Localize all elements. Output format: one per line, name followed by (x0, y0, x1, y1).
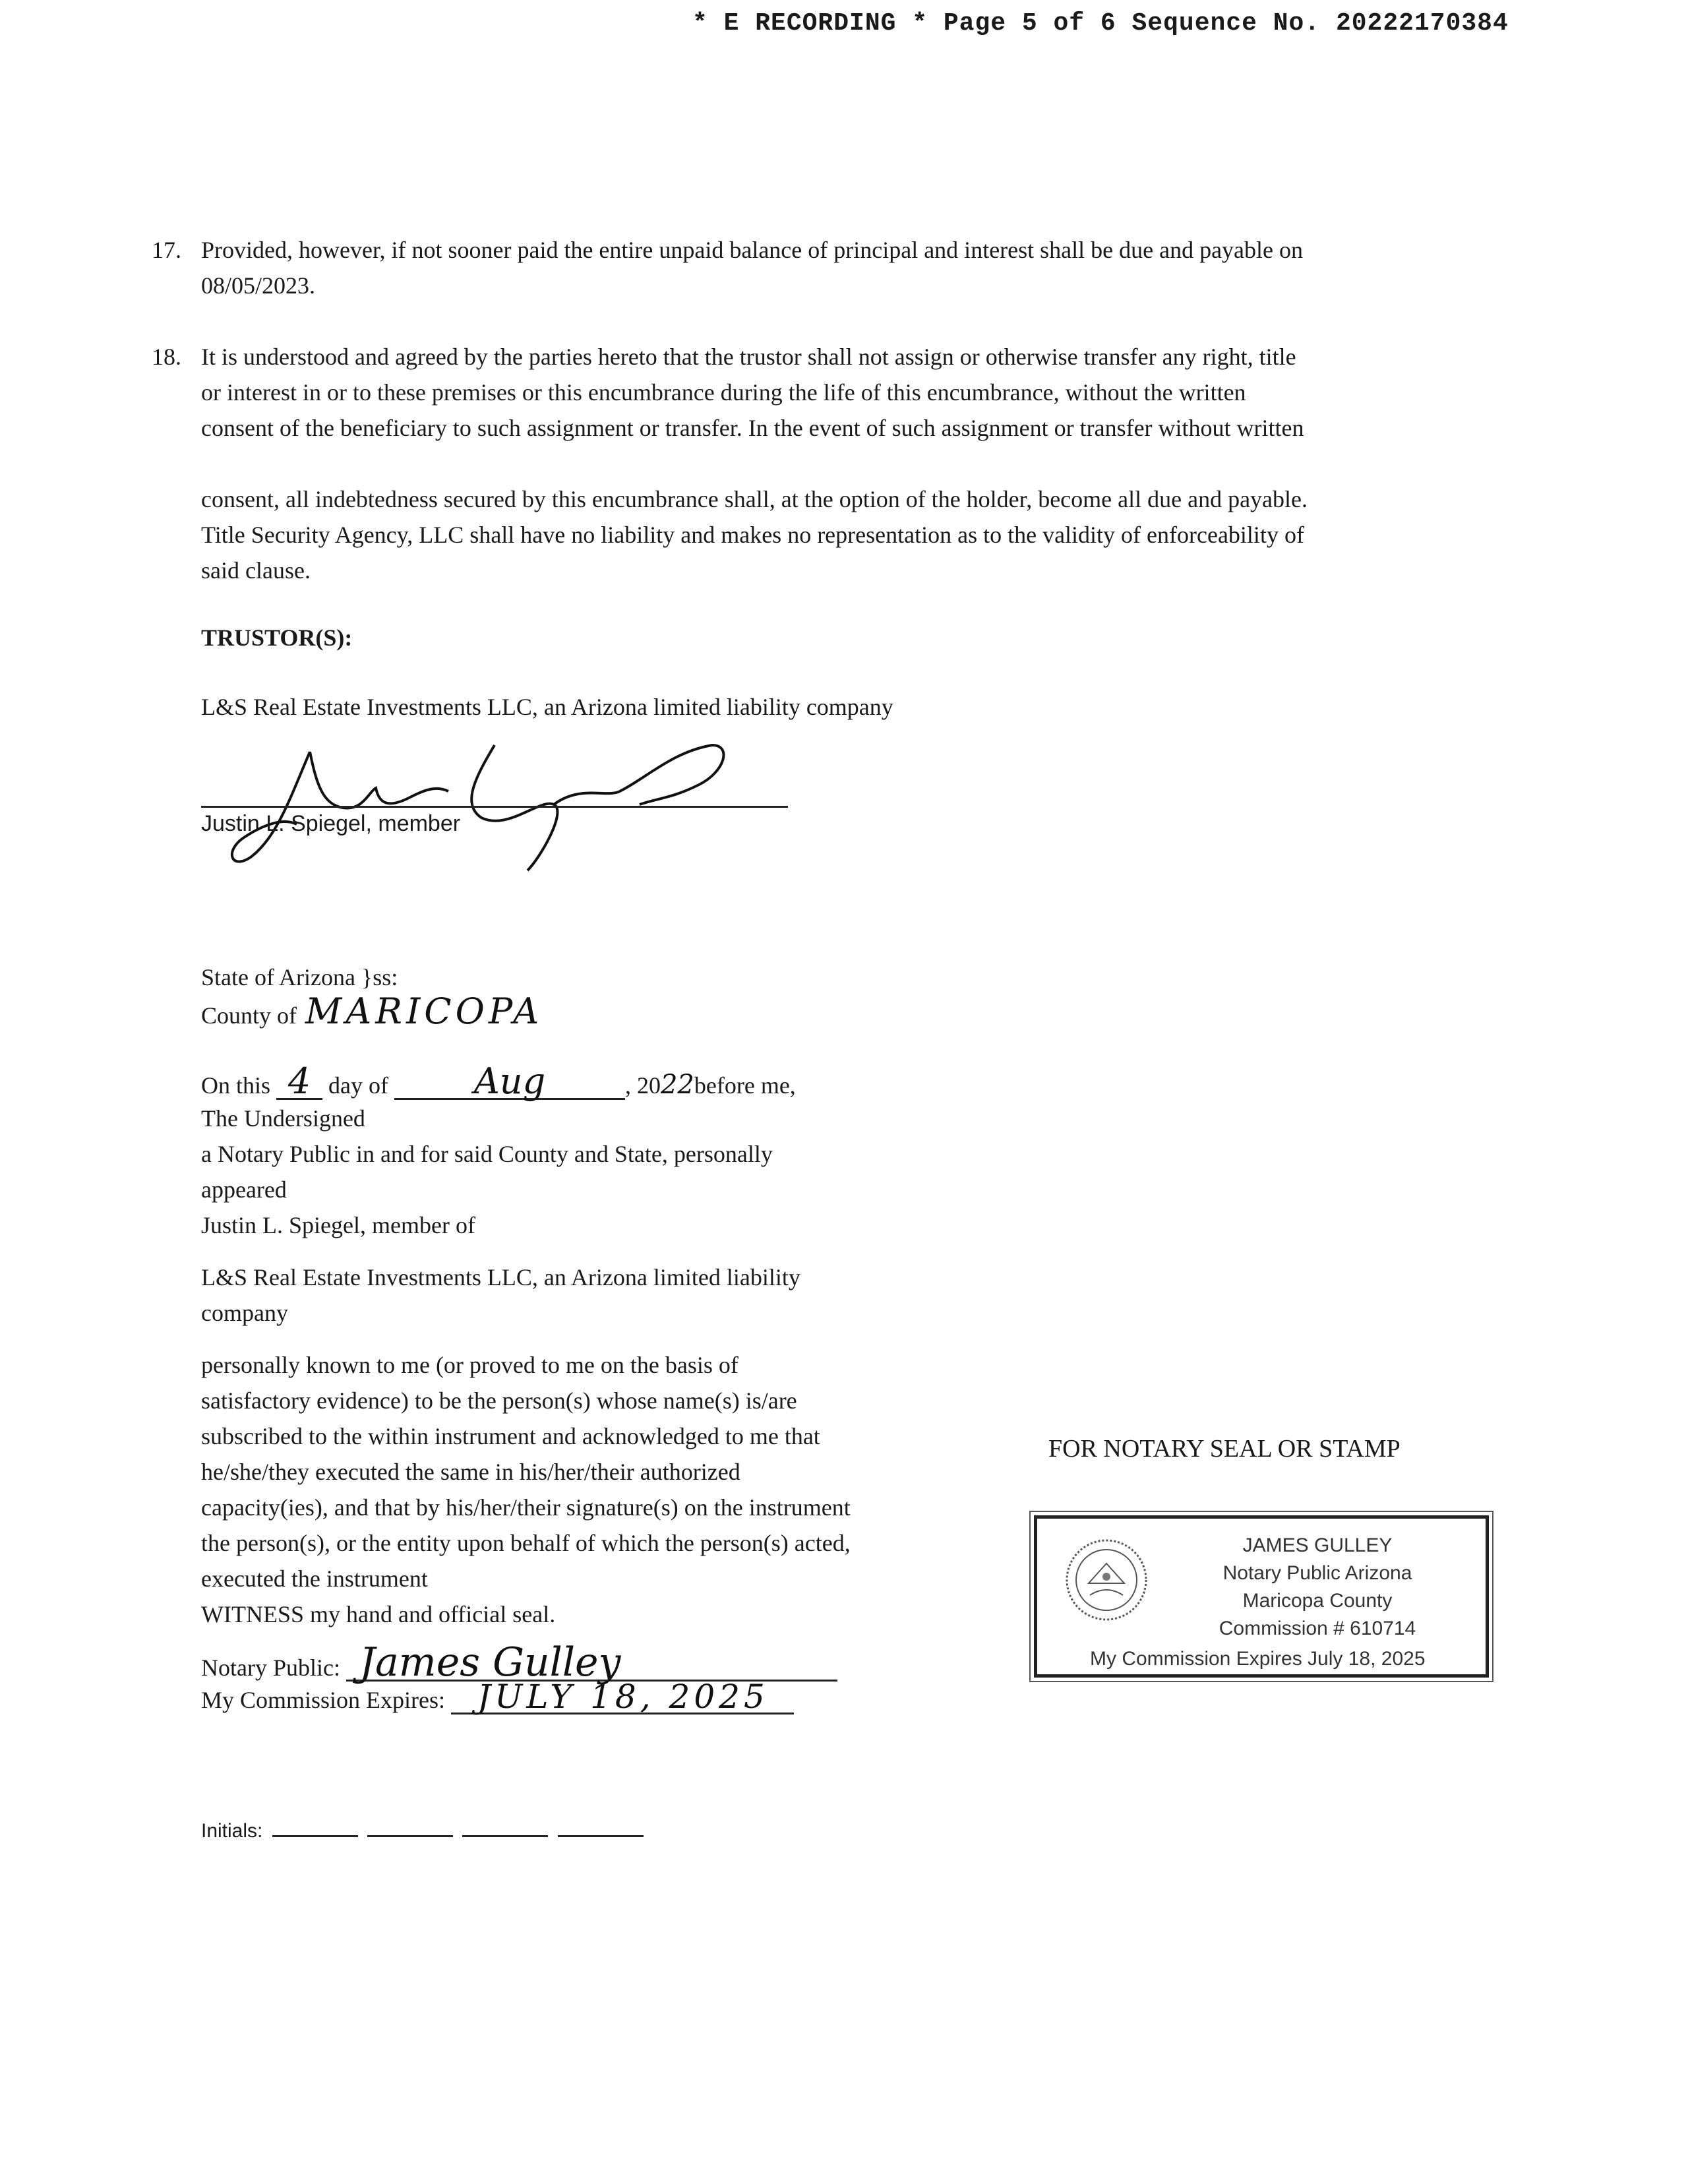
clause-line: consent, all indebtedness secured by this encumbrance shall, at the option of the holder, become all due and payable. (201, 486, 1308, 512)
clause-line: said clause. (201, 557, 311, 584)
acknowledgment-line: personally known to me (or proved to me on the basis of (201, 1352, 738, 1378)
notary-entity: company (201, 1300, 288, 1326)
clause-line: Provided, however, if not sooner paid the entire unpaid balance of principal and interest shall be due and payable on (201, 237, 1304, 263)
clause-line: It is understood and agreed by the parties hereto that the trustor shall not assign or otherwise transfer any right, title (201, 344, 1296, 370)
acknowledgment-line: satisfactory evidence) to be the person(s) whose name(s) is/are (201, 1387, 797, 1414)
clause-line: consent of the beneficiary to such assignment or transfer. In the event of such assignment or transfer without written (201, 415, 1304, 441)
trustor-heading: TRUSTOR(S): (201, 624, 353, 651)
seal-text (1162, 1532, 1472, 1643)
clause-line: 08/05/2023. (201, 272, 316, 299)
notary-state: State of Arizona }ss: (201, 964, 398, 990)
month-handwritten: Aug (394, 1065, 625, 1100)
undersigned: The Undersigned (201, 1105, 365, 1132)
trustor-signer-name: Justin L. Spiegel, member (201, 811, 461, 836)
clause-line: Title Security Agency, LLC shall have no liability and makes no representation as to the validity of enforceability of (201, 522, 1304, 548)
acknowledgment-line: the person(s), or the entity upon behalf of which the person(s) acted, (201, 1530, 851, 1556)
clause-number: 18. (152, 344, 181, 370)
recording-header: * E RECORDING * Page 5 of 6 Sequence No. 20222170384 (692, 9, 1509, 38)
clause-number: 17. (152, 237, 181, 263)
trustor-signature-line (201, 806, 788, 808)
initials-label: Initials: (201, 1820, 263, 1842)
notary-signer: Justin L. Spiegel, member of (201, 1212, 475, 1238)
year-prefix: , 20 (624, 1072, 661, 1099)
before-me-label: before me, (694, 1072, 796, 1099)
notary-seal-stamp (1034, 1515, 1489, 1678)
clause-17 (152, 232, 1457, 303)
arizona-seal-emblem (1064, 1537, 1149, 1623)
acknowledgment-line: executed the instrument (201, 1565, 428, 1592)
notary-public-label: Notary Public: (201, 1654, 340, 1681)
trustor-signature-image (211, 725, 752, 877)
acknowledgment-line: capacity(ies), and that by his/her/their signature(s) on the instrument (201, 1494, 851, 1521)
day-of-label: day of (328, 1072, 388, 1099)
seal-notary-title: Notary Public Arizona (1222, 1562, 1412, 1584)
seal-commission-number: Commission # 610714 (1219, 1618, 1416, 1639)
trustor-entity: L&S Real Estate Investments LLC, an Arizona limited liability company (201, 694, 893, 720)
notary-entity: L&S Real Estate Investments LLC, an Arizona limited liability (201, 1264, 800, 1290)
seal-county: Maricopa County (1242, 1590, 1393, 1612)
notary-signature-handwritten: James Gulley (346, 1645, 837, 1682)
notary-public-statement: a Notary Public in and for said County and State, personally (201, 1141, 773, 1167)
seal-caption: FOR NOTARY SEAL OR STAMP (1048, 1435, 1401, 1463)
acknowledgment-line: he/she/they executed the same in his/her/their authorized (201, 1459, 740, 1485)
on-this-label: On this (201, 1072, 271, 1099)
notary-county (201, 990, 543, 1033)
clause-18-continued (201, 481, 1454, 588)
seal-expiration: My Commission Expires July 18, 2025 (1090, 1648, 1426, 1670)
clause-18 (152, 339, 1457, 446)
initials-row (201, 1820, 644, 1842)
county-handwritten: MARICOPA (305, 990, 543, 1032)
commission-label: My Commission Expires: (201, 1687, 446, 1713)
notary-date-line (201, 1060, 796, 1103)
appeared: appeared (201, 1176, 287, 1203)
initials-blank[interactable] (558, 1835, 644, 1837)
initials-blank[interactable] (367, 1835, 453, 1837)
year-handwritten: 22 (660, 1070, 694, 1100)
witness-line: WITNESS my hand and official seal. (201, 1601, 556, 1627)
initials-blank[interactable] (272, 1835, 358, 1837)
initials-blank[interactable] (462, 1835, 548, 1837)
county-label: County of (201, 1002, 297, 1029)
commission-row (201, 1678, 794, 1718)
commission-handwritten: JULY 18, 2025 (451, 1681, 794, 1714)
seal-notary-name: JAMES GULLEY (1242, 1534, 1393, 1556)
day-handwritten: 4 (276, 1065, 322, 1100)
clause-line: or interest in or to these premises or this encumbrance during the life of this encumbrance, without the written (201, 379, 1246, 406)
acknowledgment-line: subscribed to the within instrument and acknowledged to me that (201, 1423, 820, 1449)
